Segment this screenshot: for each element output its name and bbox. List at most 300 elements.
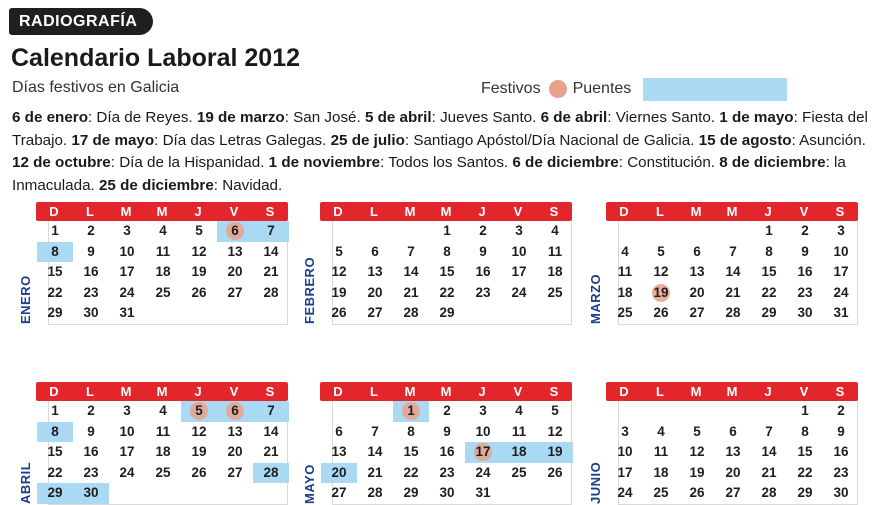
day-number: 9 bbox=[479, 243, 487, 259]
day-cell bbox=[715, 303, 751, 324]
day-cell bbox=[715, 442, 751, 463]
legend-festivos-label: Festivos bbox=[481, 80, 541, 97]
day-cell bbox=[181, 262, 217, 283]
day-cell bbox=[643, 262, 679, 283]
day-number: 23 bbox=[475, 284, 491, 300]
page-subtitle: Días festivos en Galicia bbox=[12, 79, 180, 96]
day-cell bbox=[37, 422, 73, 443]
day-cell bbox=[145, 401, 181, 422]
day-cell bbox=[253, 283, 289, 304]
day-cell bbox=[537, 463, 573, 484]
day-cell bbox=[253, 401, 289, 422]
day-number: 20 bbox=[227, 444, 243, 459]
day-number: 26 bbox=[547, 464, 563, 480]
week-row bbox=[607, 262, 857, 283]
day-number: 9 bbox=[801, 243, 809, 259]
weekday-label: V bbox=[799, 204, 809, 219]
day-cell bbox=[715, 483, 751, 504]
day-cell bbox=[823, 442, 859, 463]
weekday-label: M bbox=[120, 204, 132, 219]
day-number: 27 bbox=[331, 485, 347, 500]
day-cell bbox=[73, 262, 109, 283]
day-cell bbox=[145, 283, 181, 304]
day-cell bbox=[393, 262, 429, 283]
day-number: 18 bbox=[511, 444, 527, 459]
month-label: ABRIL bbox=[18, 461, 33, 504]
day-cell bbox=[357, 442, 393, 463]
day-number: 13 bbox=[367, 264, 383, 279]
empty-cell bbox=[679, 221, 715, 242]
empty-cell bbox=[465, 303, 501, 324]
day-number: 5 bbox=[693, 423, 701, 439]
day-number: 29 bbox=[797, 485, 813, 500]
day-number: 4 bbox=[621, 243, 629, 259]
day-cell bbox=[751, 303, 787, 324]
day-number: 7 bbox=[267, 403, 275, 418]
day-number: 18 bbox=[155, 444, 171, 459]
empty-cell bbox=[357, 401, 393, 422]
day-number: 21 bbox=[403, 284, 419, 300]
week-row bbox=[321, 221, 571, 242]
day-cell bbox=[37, 303, 73, 324]
day-number: 3 bbox=[123, 223, 131, 238]
day-cell bbox=[643, 483, 679, 504]
weekday-label: L bbox=[656, 384, 664, 399]
day-cell bbox=[217, 242, 253, 263]
day-number: 31 bbox=[833, 305, 849, 320]
day-number: 9 bbox=[443, 423, 451, 439]
day-number: 26 bbox=[331, 305, 347, 320]
holiday-date: 17 de mayo bbox=[71, 131, 155, 149]
month-days bbox=[618, 401, 858, 505]
day-number: 21 bbox=[367, 464, 383, 480]
week-row bbox=[37, 422, 287, 443]
day-number: 22 bbox=[47, 284, 63, 300]
day-cell bbox=[751, 221, 787, 242]
day-number: 2 bbox=[443, 403, 451, 418]
day-number: 24 bbox=[511, 284, 527, 300]
holiday-name: la Inmaculada. bbox=[12, 154, 846, 194]
day-cell bbox=[823, 283, 859, 304]
week-row bbox=[607, 283, 857, 304]
day-number: 12 bbox=[191, 423, 207, 439]
week-row bbox=[607, 401, 857, 422]
day-number: 12 bbox=[547, 423, 563, 439]
day-number: 21 bbox=[725, 284, 741, 300]
empty-cell bbox=[501, 303, 537, 324]
day-number: 20 bbox=[367, 284, 383, 300]
week-row bbox=[321, 463, 571, 484]
empty-cell bbox=[109, 483, 145, 504]
week-row bbox=[321, 442, 571, 463]
holiday-date: 15 de agosto bbox=[698, 131, 792, 149]
day-number: 24 bbox=[617, 485, 633, 500]
day-cell bbox=[607, 283, 643, 304]
week-row bbox=[37, 401, 287, 422]
day-number: 23 bbox=[439, 464, 455, 480]
day-cell bbox=[823, 422, 859, 443]
day-cell bbox=[643, 463, 679, 484]
day-number: 27 bbox=[227, 284, 243, 300]
empty-cell bbox=[181, 483, 217, 504]
day-number: 7 bbox=[371, 423, 379, 439]
day-number: 8 bbox=[801, 423, 809, 439]
day-number: 22 bbox=[47, 464, 63, 480]
holiday-name: Constitución. bbox=[627, 154, 715, 172]
day-cell bbox=[145, 463, 181, 484]
day-number: 24 bbox=[119, 284, 135, 300]
empty-cell bbox=[501, 483, 537, 504]
day-cell bbox=[643, 422, 679, 443]
week-row bbox=[607, 463, 857, 484]
day-number: 23 bbox=[83, 464, 99, 480]
day-number: 28 bbox=[263, 284, 279, 300]
day-number: 25 bbox=[653, 485, 669, 500]
day-number: 31 bbox=[119, 305, 135, 320]
weekday-label: V bbox=[229, 204, 239, 219]
day-cell bbox=[73, 221, 109, 242]
day-number: 8 bbox=[51, 243, 59, 259]
day-number: 6 bbox=[335, 423, 343, 439]
day-number: 19 bbox=[547, 444, 563, 459]
day-number: 22 bbox=[439, 284, 455, 300]
day-number: 19 bbox=[331, 284, 347, 300]
day-number: 30 bbox=[439, 485, 455, 500]
week-row bbox=[321, 483, 571, 504]
day-cell bbox=[429, 242, 465, 263]
month-label: MAYO bbox=[302, 463, 317, 504]
week-row bbox=[321, 242, 571, 263]
day-cell bbox=[823, 303, 859, 324]
month-calendar-junio bbox=[588, 382, 858, 505]
empty-cell bbox=[217, 483, 253, 504]
empty-cell bbox=[537, 303, 573, 324]
day-number: 14 bbox=[403, 264, 419, 279]
holiday-date: 1 de mayo bbox=[719, 109, 794, 126]
day-cell bbox=[465, 463, 501, 484]
day-number: 1 bbox=[51, 223, 59, 238]
day-cell bbox=[607, 442, 643, 463]
day-number: 28 bbox=[725, 305, 741, 320]
month-calendar-abril bbox=[18, 382, 288, 505]
day-number: 20 bbox=[331, 464, 347, 480]
day-number: 29 bbox=[439, 305, 455, 320]
holiday-date: 6 de diciembre bbox=[512, 154, 619, 172]
empty-cell bbox=[321, 221, 357, 242]
weekday-label: J bbox=[194, 384, 202, 399]
day-cell bbox=[73, 442, 109, 463]
holiday-name: Santiago Apóstol/Día Nacional de Galicia. bbox=[413, 131, 695, 149]
day-number: 12 bbox=[689, 444, 705, 459]
day-number: 23 bbox=[83, 284, 99, 300]
day-number: 25 bbox=[155, 284, 171, 300]
day-number: 17 bbox=[119, 264, 135, 279]
holiday-item: 12 de octubre: Día de la Hispanidad. bbox=[12, 154, 265, 172]
day-cell bbox=[393, 401, 429, 422]
day-number: 20 bbox=[725, 464, 741, 480]
day-cell bbox=[823, 242, 859, 263]
day-number: 16 bbox=[797, 264, 813, 279]
week-row bbox=[607, 242, 857, 263]
holiday-name: Viernes Santo. bbox=[615, 109, 716, 126]
day-number: 27 bbox=[367, 305, 383, 320]
holiday-name: Fiesta del Trabajo. bbox=[12, 109, 868, 149]
week-row bbox=[37, 483, 287, 504]
day-number: 14 bbox=[725, 264, 741, 279]
day-number: 4 bbox=[551, 223, 559, 238]
day-cell bbox=[393, 483, 429, 504]
weekday-header bbox=[36, 382, 288, 401]
holiday-item: 6 de diciembre: Constitución. bbox=[512, 154, 715, 172]
empty-cell bbox=[715, 221, 751, 242]
day-number: 8 bbox=[407, 423, 415, 439]
day-cell bbox=[357, 422, 393, 443]
day-number: 10 bbox=[833, 243, 849, 259]
day-cell bbox=[751, 422, 787, 443]
day-number: 1 bbox=[765, 223, 773, 238]
month-days bbox=[332, 221, 572, 325]
day-cell bbox=[751, 483, 787, 504]
day-cell bbox=[607, 422, 643, 443]
holiday-item: 19 de marzo: San José. bbox=[196, 109, 361, 126]
day-number: 13 bbox=[227, 243, 243, 259]
holiday-name: Navidad. bbox=[222, 176, 283, 194]
day-number: 17 bbox=[511, 264, 527, 279]
weekday-label: J bbox=[194, 204, 202, 219]
month-days bbox=[48, 221, 288, 325]
day-number: 16 bbox=[475, 264, 491, 279]
day-number: 11 bbox=[155, 243, 171, 259]
day-cell bbox=[751, 283, 787, 304]
day-cell bbox=[109, 242, 145, 263]
day-cell bbox=[321, 483, 357, 504]
weekday-header bbox=[36, 202, 288, 221]
weekday-label: M bbox=[726, 384, 738, 399]
week-row bbox=[607, 422, 857, 443]
day-cell bbox=[217, 422, 253, 443]
day-cell bbox=[321, 303, 357, 324]
day-number: 29 bbox=[403, 485, 419, 500]
day-cell bbox=[823, 463, 859, 484]
day-number: 28 bbox=[403, 305, 419, 320]
weekday-label: L bbox=[86, 384, 94, 399]
day-cell bbox=[787, 483, 823, 504]
weekday-label: M bbox=[156, 384, 168, 399]
day-cell bbox=[253, 262, 289, 283]
day-cell bbox=[501, 262, 537, 283]
weekday-label: V bbox=[229, 384, 239, 399]
day-number: 3 bbox=[515, 223, 523, 238]
day-number: 14 bbox=[263, 423, 279, 439]
holiday-item: 5 de abril: Jueves Santo. bbox=[364, 109, 537, 126]
day-cell bbox=[643, 283, 679, 304]
day-cell bbox=[787, 262, 823, 283]
day-number: 18 bbox=[155, 264, 171, 279]
day-cell bbox=[393, 283, 429, 304]
day-cell bbox=[643, 442, 679, 463]
empty-cell bbox=[751, 401, 787, 422]
day-number: 7 bbox=[407, 243, 415, 259]
day-number: 12 bbox=[331, 264, 347, 279]
day-cell bbox=[109, 422, 145, 443]
holiday-date: 25 de julio bbox=[330, 131, 405, 149]
day-number: 27 bbox=[725, 485, 741, 500]
weekday-label: L bbox=[370, 384, 378, 399]
weekday-label: L bbox=[656, 204, 664, 219]
day-number: 27 bbox=[227, 464, 243, 480]
day-cell bbox=[465, 221, 501, 242]
day-cell bbox=[787, 221, 823, 242]
day-cell bbox=[679, 422, 715, 443]
day-number: 13 bbox=[331, 444, 347, 459]
weekday-header bbox=[320, 202, 572, 221]
holiday-item: 6 de abril: Viernes Santo. bbox=[540, 109, 716, 126]
day-cell bbox=[73, 422, 109, 443]
day-number: 1 bbox=[51, 403, 59, 418]
day-number: 26 bbox=[689, 485, 705, 500]
day-number: 26 bbox=[191, 284, 207, 300]
day-number: 16 bbox=[439, 444, 455, 459]
week-row bbox=[37, 262, 287, 283]
holiday-date: 12 de octubre bbox=[12, 154, 111, 172]
weekday-label: D bbox=[49, 204, 59, 219]
day-cell bbox=[73, 242, 109, 263]
weekday-header bbox=[606, 382, 858, 401]
day-number: 29 bbox=[47, 305, 63, 320]
day-cell bbox=[751, 442, 787, 463]
day-cell bbox=[357, 303, 393, 324]
day-cell bbox=[217, 401, 253, 422]
day-cell bbox=[73, 283, 109, 304]
day-cell bbox=[321, 463, 357, 484]
day-cell bbox=[357, 242, 393, 263]
day-cell bbox=[787, 463, 823, 484]
week-row bbox=[607, 303, 857, 324]
day-cell bbox=[217, 463, 253, 484]
day-number: 9 bbox=[87, 423, 95, 439]
day-number: 11 bbox=[617, 264, 633, 279]
day-cell bbox=[823, 221, 859, 242]
holidays-paragraph bbox=[12, 107, 876, 197]
day-cell bbox=[537, 401, 573, 422]
day-number: 8 bbox=[443, 243, 451, 259]
day-number: 22 bbox=[761, 284, 777, 300]
section-badge: RADIOGRAFÍA bbox=[9, 8, 153, 35]
day-cell bbox=[679, 442, 715, 463]
holiday-name: Día das Letras Galegas. bbox=[162, 131, 327, 149]
weekday-label: M bbox=[404, 204, 416, 219]
day-number: 23 bbox=[833, 464, 849, 480]
day-number: 6 bbox=[231, 403, 239, 418]
holiday-date: 1 de noviembre bbox=[268, 154, 381, 172]
day-cell bbox=[37, 442, 73, 463]
day-cell bbox=[537, 262, 573, 283]
holiday-name: Jueves Santo. bbox=[440, 109, 537, 126]
holiday-name: Todos los Santos. bbox=[388, 154, 509, 172]
holiday-date: 19 de marzo bbox=[196, 109, 285, 126]
day-number: 7 bbox=[729, 243, 737, 259]
weekday-label: M bbox=[690, 384, 702, 399]
day-number: 19 bbox=[191, 264, 207, 279]
day-cell bbox=[679, 463, 715, 484]
day-cell bbox=[751, 262, 787, 283]
empty-cell bbox=[145, 483, 181, 504]
day-cell bbox=[465, 401, 501, 422]
day-cell bbox=[37, 262, 73, 283]
day-cell bbox=[787, 283, 823, 304]
day-number: 24 bbox=[475, 464, 491, 480]
weekday-label: M bbox=[690, 204, 702, 219]
day-cell bbox=[181, 242, 217, 263]
day-number: 13 bbox=[725, 444, 741, 459]
day-number: 28 bbox=[761, 485, 777, 500]
day-cell bbox=[321, 242, 357, 263]
day-cell bbox=[679, 242, 715, 263]
holiday-item: 8 de diciembre: la Inmaculada. bbox=[12, 154, 846, 194]
day-number: 6 bbox=[693, 243, 701, 259]
day-cell bbox=[321, 422, 357, 443]
weekday-label: J bbox=[478, 384, 486, 399]
day-number: 15 bbox=[403, 444, 419, 459]
empty-cell bbox=[393, 221, 429, 242]
day-cell bbox=[181, 463, 217, 484]
day-number: 10 bbox=[511, 243, 527, 259]
week-row bbox=[37, 303, 287, 324]
day-cell bbox=[537, 242, 573, 263]
day-cell bbox=[607, 262, 643, 283]
day-number: 15 bbox=[797, 444, 813, 459]
day-number: 9 bbox=[87, 243, 95, 259]
weekday-label: M bbox=[404, 384, 416, 399]
day-number: 2 bbox=[87, 223, 95, 238]
day-cell bbox=[181, 401, 217, 422]
day-cell bbox=[501, 401, 537, 422]
empty-cell bbox=[643, 401, 679, 422]
day-number: 4 bbox=[515, 403, 523, 418]
holiday-item: 25 de julio: Santiago Apóstol/Día Nacional de Galicia. bbox=[330, 131, 695, 149]
day-number: 27 bbox=[689, 305, 705, 320]
month-label: JUNIO bbox=[588, 461, 603, 504]
day-number: 15 bbox=[47, 444, 63, 459]
day-cell bbox=[429, 463, 465, 484]
day-cell bbox=[145, 221, 181, 242]
day-number: 4 bbox=[159, 403, 167, 418]
holiday-item: 1 de noviembre: Todos los Santos. bbox=[268, 154, 509, 172]
empty-cell bbox=[321, 401, 357, 422]
day-number: 10 bbox=[119, 243, 135, 259]
day-number: 28 bbox=[263, 464, 279, 480]
day-number: 10 bbox=[617, 444, 633, 459]
weekday-label: V bbox=[799, 384, 809, 399]
day-number: 12 bbox=[653, 264, 669, 279]
holiday-item: 15 de agosto: Asunción. bbox=[698, 131, 866, 149]
day-cell bbox=[429, 303, 465, 324]
day-number: 29 bbox=[47, 485, 63, 500]
weekday-label: D bbox=[333, 384, 343, 399]
day-number: 30 bbox=[797, 305, 813, 320]
day-cell bbox=[715, 262, 751, 283]
day-number: 16 bbox=[83, 444, 99, 459]
day-number: 9 bbox=[837, 423, 845, 439]
day-cell bbox=[465, 442, 501, 463]
day-number: 28 bbox=[367, 485, 383, 500]
weekday-label: D bbox=[333, 204, 343, 219]
day-cell bbox=[253, 422, 289, 443]
day-number: 21 bbox=[761, 464, 777, 480]
day-cell bbox=[429, 262, 465, 283]
weekday-label: M bbox=[440, 384, 452, 399]
day-cell bbox=[357, 262, 393, 283]
